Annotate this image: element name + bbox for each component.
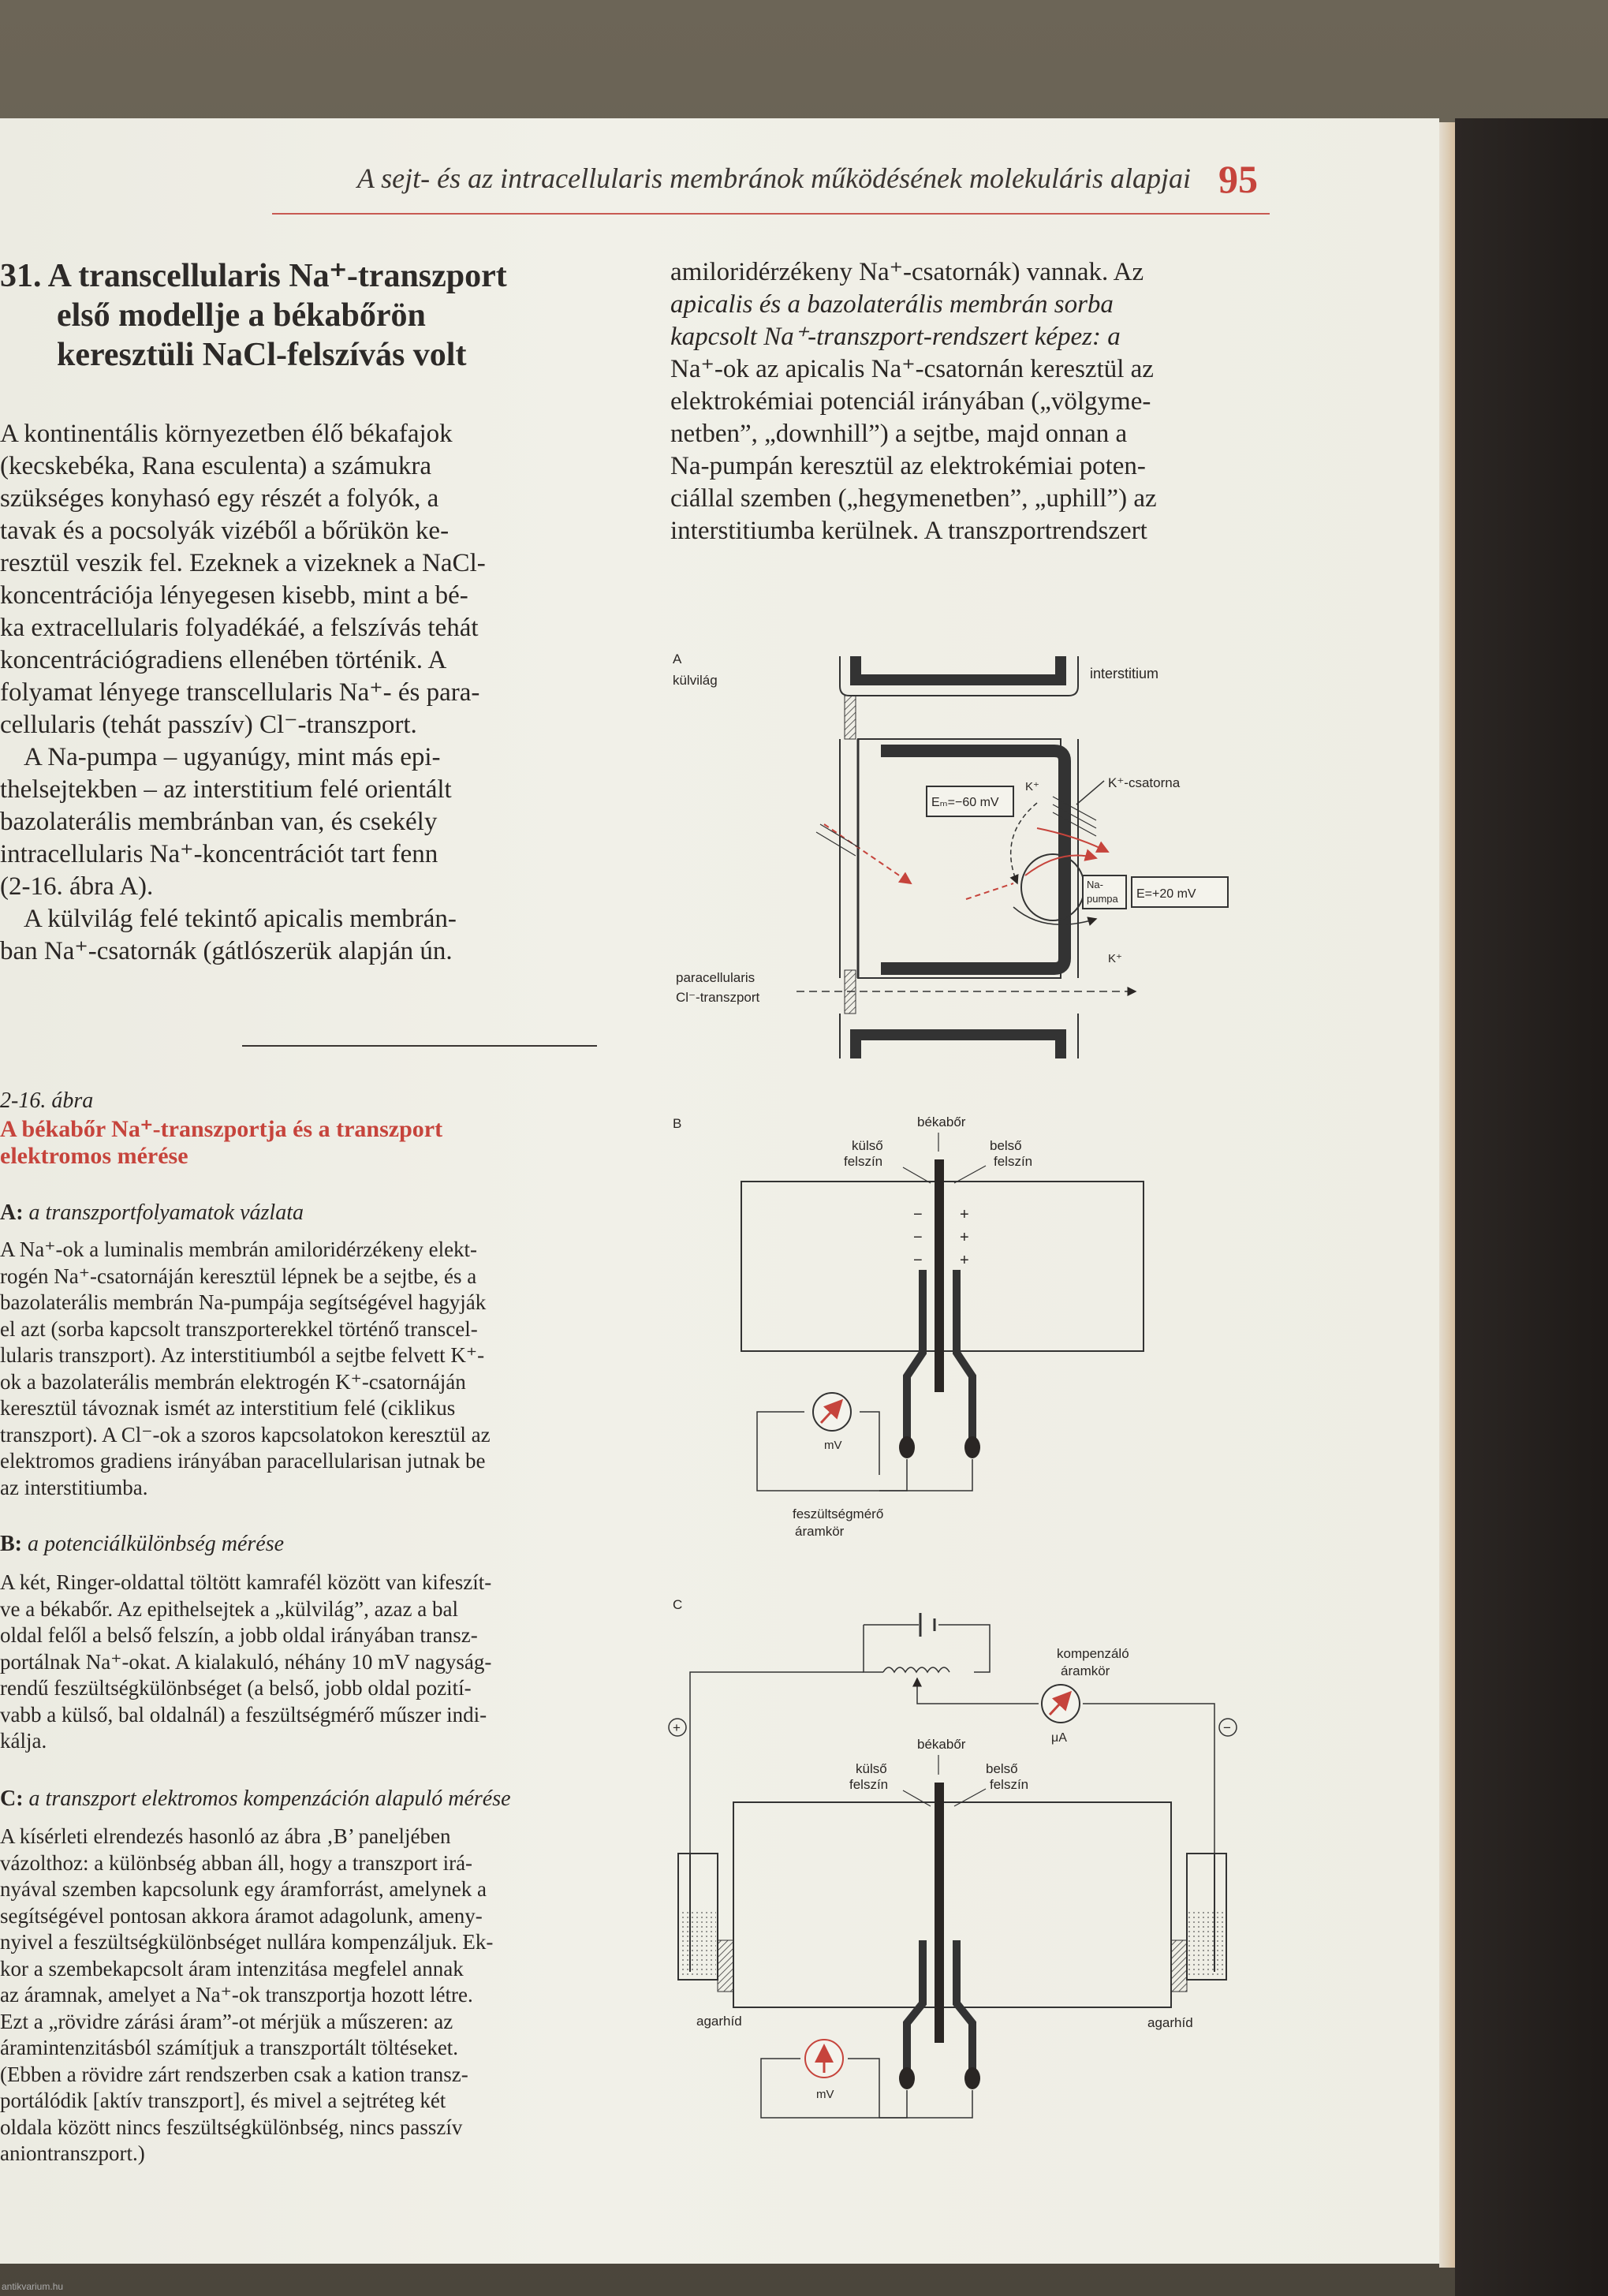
text-line: interstitiumba kerülnek. A transzportrendszert [670, 517, 1147, 545]
text-line: thelsejtekben – az interstitium felé orientált [0, 775, 452, 804]
section-title-line: első modellje a békabőrön [57, 297, 426, 334]
caption-line: keresztül távoznak ismét az interstitium felé (ciklikus [0, 1396, 456, 1420]
inner-surface-label-line: felszín [994, 1154, 1033, 1169]
pump-label-line: pumpa [1087, 893, 1118, 905]
text-line: (kecskebéka, Rana esculenta) a számukra [0, 452, 431, 480]
caption-line: nyával szemben kapcsolunk egy áramforrást, amelynek a [0, 1877, 487, 1901]
pump-label-line: Na- [1087, 879, 1103, 890]
bekabor-label: békabőr [917, 1737, 966, 1752]
outer-surface-label-line: felszín [844, 1154, 883, 1169]
minus-sign: − [913, 1206, 923, 1223]
text-line: cellularis (tehát passzív) Cl⁻-transzport. [0, 711, 417, 739]
caption-line: oldal felől a belső felszín, a jobb oldal irányában transz- [0, 1623, 478, 1647]
minus-sign: − [913, 1229, 923, 1246]
bekabor-label: békabőr [917, 1114, 966, 1129]
caption-line: (Ebben a rövidre zárt rendszerben csak a kation transz- [0, 2062, 468, 2086]
text-line: elektrokémiai potenciál irányában („völgyme- [670, 387, 1151, 416]
header-rule [272, 213, 1270, 215]
panel-b [673, 1114, 1144, 1539]
k-plus-label: K⁺ [1025, 780, 1039, 793]
text-line: amiloridérzékeny Na⁺-csatornák) vannak. Az [670, 258, 1144, 286]
frog-skin [935, 1783, 944, 2043]
caption-a-heading [0, 1200, 304, 1226]
text-line: folyamat lényege transcellularis Na⁺- és para- [0, 678, 480, 707]
plus-sign: + [960, 1252, 969, 1269]
text-line: A Na-pumpa – ugyanúgy, mint más epi- [24, 743, 441, 771]
caption-line: A két, Ringer-oldattal töltött kamrafél között van kifeszít- [0, 1570, 492, 1594]
caption-line: A kísérleti elrendezés hasonló az ábra ‚B’ paneljében [0, 1824, 451, 1848]
pump-potential-label: E=+20 mV [1136, 887, 1196, 901]
caption-line: portálódik [aktív transzport], és mivel a sejtréteg két [0, 2089, 446, 2112]
text-line: kapcsolt Na⁺-transzport-rendszert képez: a [670, 323, 1121, 351]
caption-separator [242, 1045, 597, 1047]
outer-surface-label-line: külső [852, 1138, 883, 1153]
caption-line: vázolthoz: a különbség abban áll, hogy a transzport irá- [0, 1850, 473, 1875]
caption-line: vabb a külső, bal oldalnál) a feszültségmérő műszer indi- [0, 1702, 487, 1727]
text-line: ka extracellularis folyadékáé, a felszívás tehát [0, 614, 479, 642]
inner-surface-label-line: belső [986, 1761, 1018, 1776]
text-line: koncentrációgradiens ellenében történik. A [0, 646, 447, 674]
text-line: A külvilág felé tekintő apicalis membrán- [24, 905, 457, 933]
text-line: (2-16. ábra A). [0, 872, 154, 901]
text-line: koncentrációja lényegesen kisebb, mint a bé- [0, 581, 468, 610]
text-line: A kontinentális környezetben élő békafajok [0, 420, 453, 448]
caption-line: lularis transzport). Az interstitiumból a sejtbe felvett K⁺- [0, 1343, 485, 1367]
caption-line: nyivel a feszültségkülönbséget nullára kompenzáljuk. Ek- [0, 1930, 494, 1954]
agar-bridge-right-label: agarhíd [1147, 2015, 1193, 2030]
na-flow-arrow [824, 824, 911, 883]
panel-c [669, 1597, 1237, 2118]
caption-line: transzport). A Cl⁻-ok a szoros kapcsolatokon keresztül az [0, 1422, 491, 1447]
text-line: apicalis és a bazolaterális membrán sorba [670, 290, 1114, 319]
text-line: bazolaterális membránban van, és csekély [0, 808, 438, 836]
caption-line: portálnak Na⁺-okat. A kialakuló, néhány 10 mV nagyság- [0, 1649, 492, 1674]
body-paragraph-3 [0, 903, 597, 968]
outer-surface-label-line: felszín [849, 1777, 889, 1792]
inner-surface-label-line: felszín [990, 1777, 1029, 1792]
text-line: tavak és a pocsolyák vizéből a bőrükön ke- [0, 517, 450, 545]
book-cover [1455, 118, 1608, 2296]
plus-sign: + [960, 1229, 969, 1246]
caption-b-title: a potenciálkülönbség mérése [28, 1532, 285, 1556]
paracellular-label-line: paracellularis [676, 970, 755, 985]
caption-a-title: a transzportfolyamatok vázlata [28, 1200, 304, 1225]
section-title-line: 31. A transcellularis Na⁺-transzport [0, 258, 507, 294]
caption-line: bazolaterális membrán Na-pumpája segítségével hagyják [0, 1290, 487, 1314]
caption-a-text [0, 1237, 597, 1501]
caption-line: segítségével pontosan akkora áramot adagolunk, ameny- [0, 1903, 483, 1928]
caption-c-heading [0, 1786, 511, 1812]
plus-terminal-label: + [673, 1720, 681, 1735]
caption-line: elektromos gradiens irányában paracellularisan jutnak be [0, 1449, 486, 1473]
text-line: resztül veszik fel. Ezeknek a vizeknek a NaCl- [0, 549, 486, 577]
caption-line: áramintenzitásból számítjuk a transzportált töltéseket. [0, 2036, 459, 2059]
voltmeter-label: mV [816, 2088, 834, 2101]
compensation-label-line: áramkör [1061, 1663, 1110, 1678]
inner-surface-label-line: belső [990, 1138, 1022, 1153]
figure-title-line: elektromos mérése [0, 1143, 188, 1169]
caption-line: ok a bazolaterális membrán elektrogén K⁺-csatornáján [0, 1369, 466, 1394]
k-channel-label: K⁺-csatorna [1108, 775, 1181, 790]
section-title [0, 256, 599, 375]
potentiometer [883, 1667, 950, 1672]
running-head: A sejt- és az intracellularis membránok működésének molekuláris alapjai [356, 162, 1191, 194]
text-line: intracellularis Na⁺-koncentrációt tart fenn [0, 840, 438, 868]
panel-a [673, 651, 1228, 1058]
caption-line: Ezt a „rövidre zárási áram”-ot mérjük a műszeren: az [0, 2009, 453, 2033]
minus-terminal-label: − [1223, 1720, 1231, 1735]
text-line: ciállal szemben („hegymenetben”, „uphill”) az [670, 484, 1157, 513]
body-paragraph-2 [0, 741, 597, 903]
circuit-label-line: feszültségmérő [793, 1506, 884, 1521]
caption-line: az interstitiumba. [0, 1475, 148, 1499]
voltmeter-label: mV [824, 1439, 842, 1452]
ammeter-label: μA [1051, 1731, 1067, 1745]
caption-line: aniontranszport.) [0, 2141, 145, 2165]
text-line: Na-pumpán keresztül az elektrokémiai poten- [670, 452, 1146, 480]
figure-2-16 [666, 647, 1289, 2169]
caption-line: rogén Na⁺-csatornáján keresztül lépnek be a sejtbe, és a [0, 1264, 477, 1288]
membrane-potential-label: Eₘ=−60 mV [931, 796, 999, 809]
plus-sign: + [960, 1206, 969, 1223]
caption-a-letter: A: [0, 1200, 24, 1225]
minus-sign: − [913, 1252, 923, 1269]
figure-title [0, 1116, 597, 1170]
interstitium-label: interstitium [1090, 666, 1159, 681]
outer-surface-label-line: külső [856, 1761, 887, 1776]
page-number: 95 [1218, 157, 1258, 201]
agar-bridge-right [1171, 1940, 1187, 1992]
caption-b-text [0, 1570, 597, 1755]
section-title-line: keresztüli NaCl-felszívás volt [57, 337, 467, 373]
text-line: szükséges konyhasó egy részét a folyók, a [0, 484, 439, 513]
agar-bridge-left-label: agarhíd [696, 2014, 742, 2029]
caption-c-letter: C: [0, 1786, 24, 1811]
panel-c-letter: C [673, 1597, 683, 1612]
caption-line: kálja. [0, 1729, 47, 1753]
caption-line: kor a szembekapcsolt áram intenzitása megfelel annak [0, 1956, 464, 1981]
circuit-label-line: áramkör [795, 1524, 845, 1539]
chamber [733, 1802, 1171, 2007]
body-paragraph-right [670, 256, 1270, 547]
na-pump-circle [1021, 854, 1084, 920]
caption-line: ve a békabőr. Az epithelsejtek a „külvilág”, azaz a bal [0, 1596, 458, 1621]
caption-line: az áramnak, amelyet a Na⁺-ok transzportja hozott létre. [0, 1983, 473, 2007]
caption-b-letter: B: [0, 1532, 22, 1556]
k-plus-label-2: K⁺ [1108, 952, 1122, 965]
text-line: ban Na⁺-csatornák (gátlószerük alapján ún. [0, 937, 453, 965]
watermark: antikvarium.hu [2, 2281, 64, 2292]
text-line: netben”, „downhill”) a sejtbe, majd onnan a [670, 420, 1128, 448]
panel-a-letter: A [673, 651, 682, 666]
figure-label: 2-16. ábra [0, 1088, 94, 1113]
compensation-label-line: kompenzáló [1057, 1646, 1129, 1661]
caption-line: oldala között nincs feszültségkülönbség, nincs passzív [0, 2115, 463, 2139]
caption-c-title: a transzport elektromos kompenzáción alapuló mérése [28, 1786, 511, 1811]
paracellular-label-line: Cl⁻-transzport [676, 990, 760, 1005]
caption-line: A Na⁺-ok a luminalis membrán amiloridérzékeny elekt- [0, 1238, 478, 1261]
agar-bridge-left [718, 1940, 733, 1992]
frog-skin [935, 1159, 944, 1392]
caption-b-heading [0, 1532, 284, 1557]
panel-b-letter: B [673, 1116, 682, 1131]
text-line: Na⁺-ok az apicalis Na⁺-csatornán keresztül az [670, 355, 1154, 383]
kulvilag-label: külvilág [673, 673, 718, 688]
figure-title-line: A békabőr Na⁺-transzportja és a transzport [0, 1116, 443, 1142]
tight-junction [845, 696, 856, 739]
caption-c-text [0, 1824, 597, 2167]
caption-line: rendű feszültségkülönbséget (a belső, jobb oldal pozití- [0, 1676, 472, 1700]
caption-line: el azt (sorba kapcsolt transzporterekkel történő transcel- [0, 1316, 478, 1341]
figure-diagram [666, 647, 1289, 2169]
body-paragraph-1 [0, 418, 597, 741]
battery [920, 1613, 935, 1637]
